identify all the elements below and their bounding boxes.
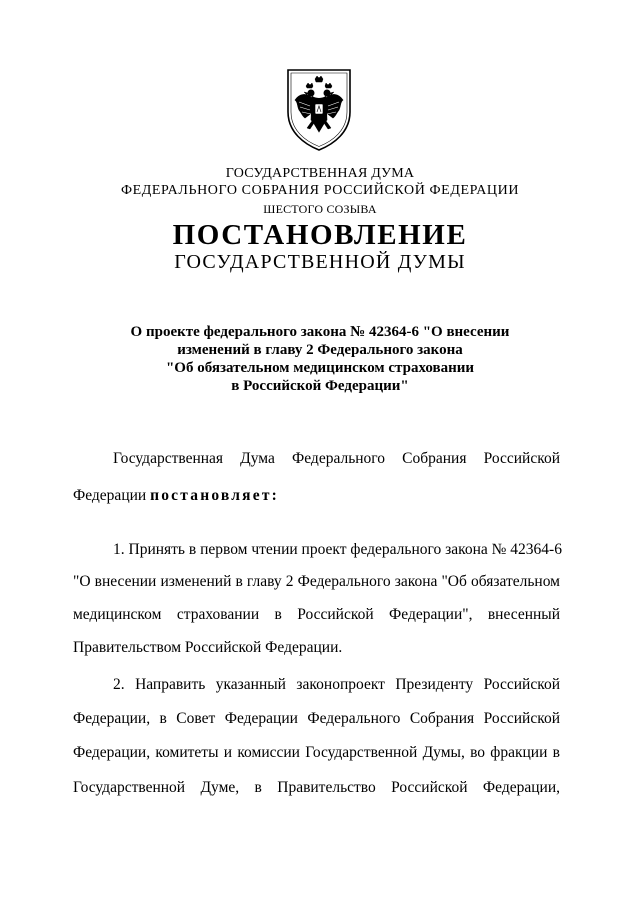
paragraph1-line2: "О внесении изменений в главу 2 Федерального закона "Об обязательном [73,573,560,590]
resolution-title-line2: изменений в главу 2 Федерального закона [177,342,463,358]
document-type-heading: ПОСТАНОВЛЕНИЕ [172,219,468,251]
preamble-operative-word: постановляет: [150,487,279,504]
preamble-subject: Федерации [73,487,147,504]
convocation-line: ШЕСТОГО СОЗЫВА [263,202,377,216]
paragraph1-line1: 1. Принять в первом чтении проект федерального закона № 42364-6 [113,541,562,558]
resolution-title-line3: "Об обязательном медицинском страховании [165,360,475,376]
paragraph1-line4: Правительством Российской Федерации. [73,639,343,656]
paragraph2-line3: Федерации, комитеты и комиссии Государственной Думы, во фракции в [73,744,560,761]
paragraph2-line4: Государственной Думе, в Правительство Российской Федерации, [73,779,560,796]
russian-coat-of-arms-emblem [284,66,354,152]
resolution-title-line1: О проекте федерального закона № 42364-6 "О внесении [130,324,510,340]
preamble-line1: Государственная Дума Федерального Собрания Российской [113,450,560,467]
preamble-line2 [73,487,560,505]
document-type-subheading: ГОСУДАРСТВЕННОЙ ДУМЫ [174,251,466,273]
org-name-line2: ФЕДЕРАЛЬНОГО СОБРАНИЯ РОССИЙСКОЙ ФЕДЕРАЦИИ [120,183,520,198]
paragraph2-line1: 2. Направить указанный законопроект Президенту Российской [113,676,560,693]
resolution-title-line4: в Российской Федерации" [231,378,409,394]
org-name-line1: ГОСУДАРСТВЕННАЯ ДУМА [225,166,415,181]
paragraph2-line2: Федерации, в Совет Федерации Федерального Собрания Российской [73,710,560,727]
paragraph1-line3: медицинском страховании в Российской Федерации", внесенный [73,606,560,623]
